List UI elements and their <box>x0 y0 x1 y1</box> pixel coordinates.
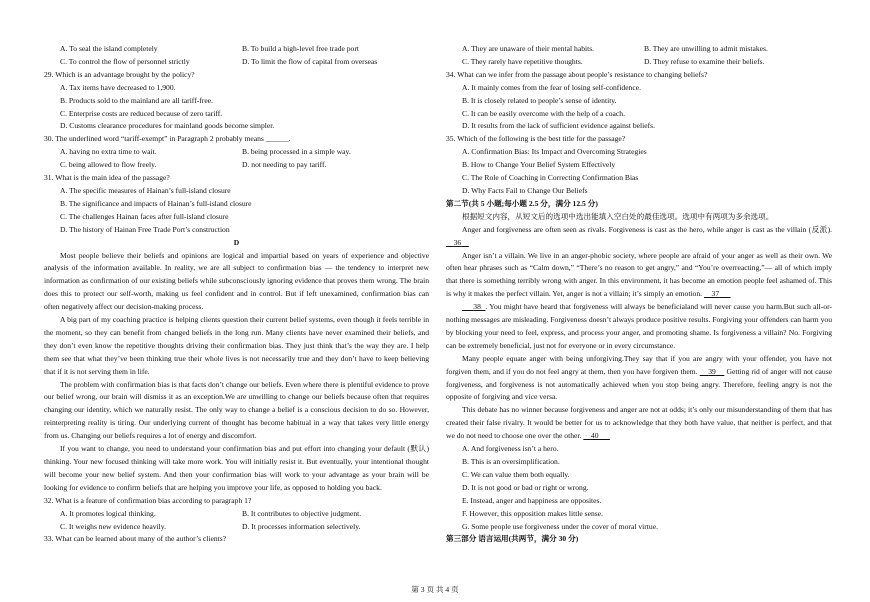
option: D. It results from the lack of sufficient evidence against beliefs. <box>462 121 656 131</box>
option: C. They rarely have repetitive thoughts. <box>462 56 583 66</box>
question-30: 30. The underlined word “tariff-exempt” in Paragraph 2 probably means ______. <box>44 134 291 144</box>
section2-instructions: 根据短文内容，从短文后的选项中选出能填入空白处的最佳选项。选项中有两项为多余选项。 <box>462 211 774 221</box>
blank-number: 38 <box>473 302 481 312</box>
q30-options-row1 <box>44 146 429 159</box>
section2-heading: 第二节(共 5 小题;每小题 2.5 分，满分 12.5 分) <box>446 198 598 208</box>
q32-options-row2 <box>44 521 429 534</box>
option: D. Customs clearance procedures for mainland goods become simpler. <box>60 121 275 131</box>
blank-number: 40 <box>590 431 599 441</box>
q28-options-row2 <box>44 56 429 69</box>
option: G. Some people use forgiveness under the cover of moral virtue. <box>462 521 658 531</box>
option: C. The Role of Coaching in Correcting Confirmation Bias <box>462 173 639 183</box>
passage-paragraph <box>446 404 832 443</box>
option: A. It mainly comes from the fear of losing self-confidence. <box>462 82 642 92</box>
option: A. To seal the island completely <box>60 44 158 53</box>
option: D. It is not good or bad or right or wrong. <box>462 482 589 492</box>
option: D. The history of Hainan Free Trade Port’s construction <box>60 224 230 234</box>
option: B. They are unwilling to admit mistakes. <box>644 44 768 53</box>
option: B. Products sold to the mainland are all tariff-free. <box>60 95 213 105</box>
passage-paragraph <box>446 353 832 405</box>
option: D. They refuse to examine their beliefs. <box>644 56 765 66</box>
section3-heading: 第三部分 语言运用(共两节，满分 30 分) <box>446 534 579 544</box>
blank-number: 36 <box>453 237 462 247</box>
option: B. It is closely related to people’s sense of identity. <box>462 95 617 105</box>
option: C. Enterprise costs are reduced because of zero tariff. <box>60 108 223 118</box>
passage-paragraph <box>446 250 832 302</box>
option: A. And forgiveness isn’t a hero. <box>462 444 559 454</box>
question-29: 29. Which is an advantage brought by the policy? <box>44 69 195 79</box>
paragraph-text: Getting rid of anger will not cause forgiveness, and forgiveness is not automatically achieved when you stop being angry. Therefore, feeling angry is not the opposite of forgiving and vice versa. <box>446 366 833 402</box>
option: B. How to Change Your Belief System Effectively <box>462 160 616 170</box>
passage-paragraph: Most people believe their beliefs and opinions are logical and impartial based on years of experience and objective analysis of the information available. In reality, we are all subject to confirmation bias — the tendency to interpret new information as confirmation of our existing beliefs while subconsciously ignoring evidence that proves them wrong. The brain does this to protect our self-worth, making us feel confident and in control. But if left unexamined, confirmation bias can often negatively affect our decision-making process. <box>44 250 429 312</box>
option: B. It contributes to objective judgment. <box>242 508 362 518</box>
passage-paragraph: A big part of my coaching practice is helping clients question their current belief systems, even though it feels terrible in the moment, so they can benefit from changed beliefs in the long run. Many clients have never examined their beliefs, and they don’t even know the repetitive thoughts driving their confirmation bias. They just think that’s the way they are. I help them see that what they’ve been thinking true their whole lives is not necessarily true and they don’t have to keep believing that if it is not serving them in life. <box>44 315 429 376</box>
question-35: 35. Which of the following is the best title for the passage? <box>446 134 626 144</box>
paragraph-text: Anger isn’t a villain. We live in an anger-phobic society, where people are afraid of your anger as well as their own. We often hear phrases such as “Calm down,” “There’s no reason to get angry,” and “You’re overreacting,”— all of which imply that there is something terribly wrong with anger. In this environment, it has become an emotion people feel ashamed of. This is why it makes the perfect villain. Yet, anger is not a villain; it’s simply an emotion. <box>446 250 832 299</box>
question-33: 33. What can be learned about many of the author’s clients? <box>44 534 227 544</box>
blank-38 <box>462 302 485 311</box>
question-31: 31. What is the main idea of the passage? <box>44 173 170 183</box>
paragraph-text: Anger and forgiveness are often seen as rivals. Forgiveness is cast as the hero, while anger is cast as the villain (反派). <box>462 224 832 234</box>
question-34: 34. What can we infer from the passage about people’s resistance to changing beliefs? <box>446 69 708 79</box>
q28-options-row1 <box>44 43 429 56</box>
right-column <box>446 43 832 546</box>
option: A. having no extra time to wait. <box>60 147 157 157</box>
option: C. The challenges Hainan faces after full-island closure <box>60 211 229 221</box>
passage-paragraph <box>446 224 832 250</box>
blank-number: 37 <box>711 289 720 299</box>
option: D. Why Facts Fail to Change Our Beliefs <box>462 185 588 195</box>
option: C. We can value them both equally. <box>462 469 570 479</box>
option: B. This is an oversimplification. <box>462 457 560 466</box>
blank-37 <box>704 289 731 298</box>
blank-number: 39 <box>708 366 716 376</box>
q30-options-row2 <box>44 159 429 172</box>
page-footer: 第 3 页 共 4 页 <box>411 585 459 594</box>
option: A. They are unaware of their mental habits. <box>462 44 595 53</box>
section-d-heading: D <box>233 237 240 247</box>
paragraph-text: . You might have heard that forgiveness will always be beneficialand will never cause you harm.But such all-or-nothing messages are misleading. Forgiveness doesn’t always produce positive results. Forgiving your offenders can harm you by blocking your need to feel, express, and process your anger, and promoting shame. Is forgiveness a villain? No. Forgiving can be extremely beneficial, just not for everyone or in every circumstance. <box>446 302 832 350</box>
q32-options-row1 <box>44 508 429 521</box>
option: A. Confirmation Bias: Its Impact and Overcoming Strategies <box>462 147 647 157</box>
blank-36 <box>446 238 469 247</box>
option: B. To build a high-level free trade port <box>242 44 359 53</box>
option: A. It promotes logical thinking. <box>60 508 156 518</box>
paragraph-text: Many people equate anger with being unforgiving.They say that if you are angry with your offender, you have not forgiven them, and if you do not feel angry at them, then you have forgiven them. <box>446 353 832 376</box>
option: C. It weighs new evidence heavily. <box>60 521 166 531</box>
question-32: 32. What is a feature of confirmation bias according to paragraph 1? <box>44 495 252 505</box>
option: E. Instead, anger and happiness are opposites. <box>462 495 602 505</box>
option: B. The significance and impacts of Hainan’s full-island closure <box>60 198 252 208</box>
option: C. To control the flow of personnel strictly <box>60 56 190 66</box>
passage-paragraph: The problem with confirmation bias is that facts don’t change our beliefs. Even where there is plentiful evidence to prove our belief wrong, our brain will dismiss it as an exception.We are unwilling to change our beliefs because often that requires changing our identity, which we naturally resist. The only way to change a belief is a conscious decision to do so. However, reinterpreting reality is tiring. Our underlying current of thought has become habitual in a way that takes very little energy from us. Changing our beliefs requires a lot of energy and discomfort. <box>44 379 429 441</box>
option: D. To limit the flow of capital from overseas <box>242 56 378 66</box>
blank-40 <box>583 431 610 440</box>
passage-paragraph: If you want to change, you need to understand your confirmation bias and put effort into changing your default (默认) thinking. Your new focused thinking will take more work. You will initially resist it. But eventually, your intentional thought will become your new belief system. And then your confirmation bias will work to your advantage as your brain will be looking for evidence to confirm beliefs that are helping you improve your life, as opposed to holding you back. <box>44 444 429 492</box>
paragraph-text: This debate has no winner because forgiveness and anger are not at odds; it’s only our misunderstanding of them that has created their false rivalry. It would be better for us to acknowledge that they both have value, that neither is perfect, and that we do not need to choose one over the other. <box>446 405 832 441</box>
option: A. The specific measures of Hainan’s full-island closure <box>60 185 231 195</box>
option: F. However, this opposition makes little sense. <box>462 508 604 518</box>
passage-paragraph <box>446 301 832 353</box>
blank-39 <box>700 367 725 376</box>
option: D. not needing to pay tariff. <box>242 160 327 170</box>
option: D. It processes information selectively. <box>242 521 361 531</box>
q33-options-row1 <box>446 43 832 56</box>
option: B. being processed in a simple way. <box>242 147 351 157</box>
option: C. It can be easily overcome with the help of a coach. <box>462 108 625 118</box>
left-column <box>44 43 429 546</box>
option: A. Tax items have decreased to 1,900. <box>60 82 176 92</box>
q33-options-row2 <box>446 56 832 69</box>
option: C. being allowed to flow freely. <box>60 160 157 170</box>
